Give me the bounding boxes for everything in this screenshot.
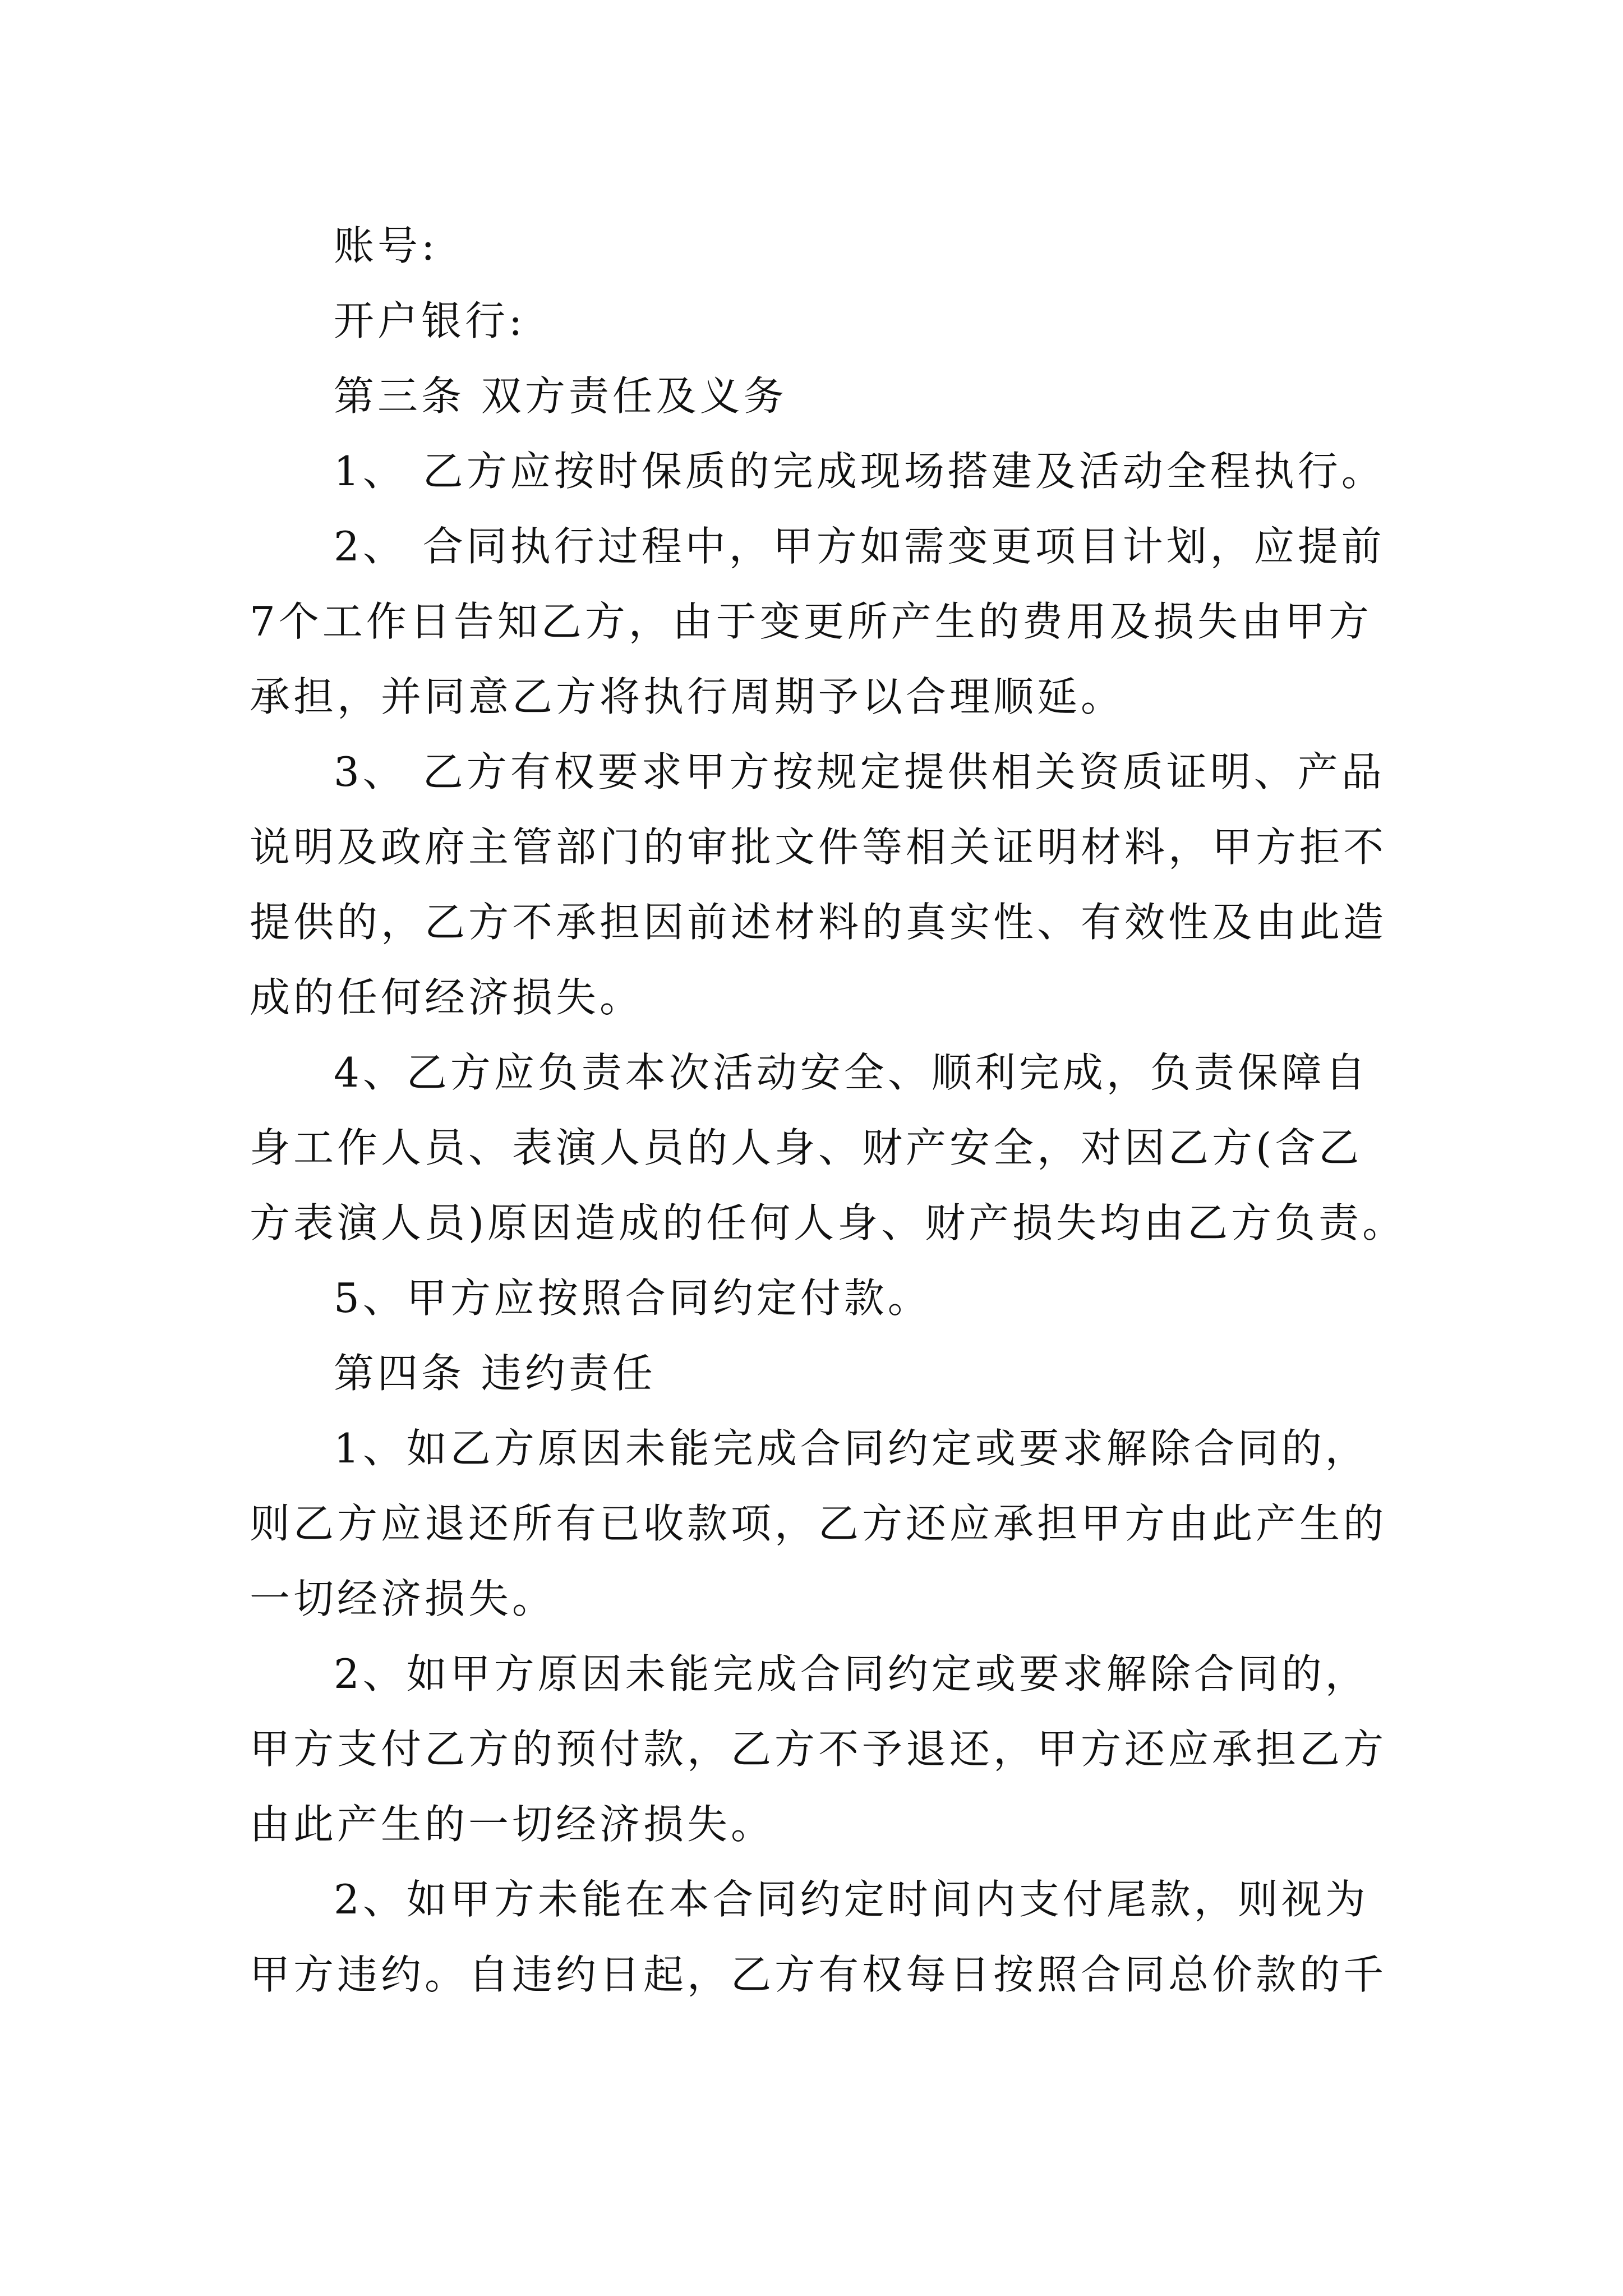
paragraph-line: 2、 合同执行过程中，甲方如需变更项目计划，应提前 bbox=[334, 523, 1385, 570]
paragraph-line: 甲方违约。自违约日起，乙方有权每日按照合同总价款的千 bbox=[250, 1951, 1387, 1998]
article-three-heading: 第三条 双方责任及义务 bbox=[334, 372, 787, 420]
paragraph-line: 1、如乙方原因未能完成合同约定或要求解除合同的， bbox=[334, 1425, 1369, 1472]
paragraph-line: 一切经济损失。 bbox=[250, 1575, 556, 1622]
account-number-line: 账号: bbox=[334, 222, 439, 269]
paragraph-line: 说明及政府主管部门的审批文件等相关证明材料，甲方拒不 bbox=[250, 823, 1387, 871]
paragraph-line: 提供的，乙方不承担因前述材料的真实性、有效性及由此造 bbox=[250, 899, 1387, 946]
paragraph-line: 2、如甲方未能在本合同约定时间内支付尾款，则视为 bbox=[334, 1876, 1369, 1923]
article-four-heading: 第四条 违约责任 bbox=[334, 1350, 656, 1397]
paragraph-line: 则乙方应退还所有已收款项，乙方还应承担甲方由此产生的 bbox=[250, 1500, 1387, 1547]
bank-line: 开户银行: bbox=[334, 297, 526, 344]
paragraph-line: 5、甲方应按照合同约定付款。 bbox=[334, 1274, 932, 1322]
paragraph-line: 由此产生的一切经济损失。 bbox=[250, 1801, 775, 1848]
paragraph-line: 身工作人员、表演人员的人身、财产安全，对因乙方(含乙 bbox=[250, 1124, 1363, 1171]
paragraph-line: 4、乙方应负责本次活动安全、顺利完成，负责保障自 bbox=[334, 1049, 1369, 1096]
paragraph-line: 2、如甲方原因未能完成合同约定或要求解除合同的， bbox=[334, 1650, 1369, 1697]
paragraph-line: 成的任何经济损失。 bbox=[250, 974, 644, 1021]
paragraph-line: 7个工作日告知乙方，由于变更所产生的费用及损失由甲方 bbox=[250, 598, 1372, 645]
paragraph-line: 承担，并同意乙方将执行周期予以合理顺延。 bbox=[250, 673, 1125, 720]
paragraph-line: 甲方支付乙方的预付款，乙方不予退还，甲方还应承担乙方 bbox=[250, 1726, 1387, 1773]
paragraph-line: 1、 乙方应按时保质的完成现场搭建及活动全程执行。 bbox=[334, 448, 1385, 495]
paragraph-line: 3、 乙方有权要求甲方按规定提供相关资质证明、产品 bbox=[334, 748, 1385, 795]
paragraph-line: 方表演人员)原因造成的任何人身、财产损失均由乙方负责。 bbox=[250, 1199, 1407, 1246]
